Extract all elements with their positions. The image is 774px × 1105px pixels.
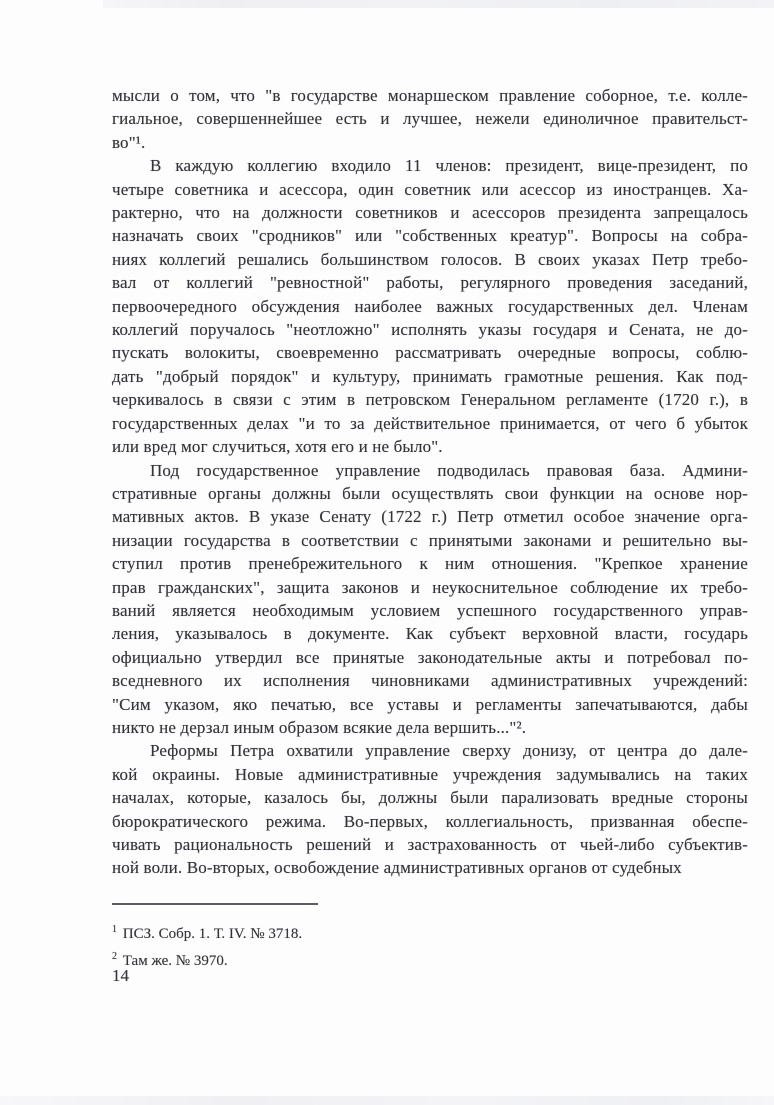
text-line: прав гражданских", защита законов и неукоснительное соблюдение их требо- — [112, 577, 748, 597]
text-line: вседневного их исполнения чиновниками административных учреждений: — [112, 671, 748, 691]
footnotes — [112, 919, 672, 972]
text-line: кой окраины. Новые административные учреждения задумывались на таких — [112, 764, 748, 784]
text-line: гиальное, совершеннейшее есть и лучшее, нежели единоличное правительст- — [112, 109, 748, 129]
text-line: дать "добрый порядок" и культуру, принимать грамотные решения. Как под- — [112, 366, 748, 386]
text-line: чивать рациональность решений и застрахованность от чьей-либо субъектив- — [112, 835, 748, 854]
text-line: ступил против пренебрежительного к ним отношения. "Крепкое хранение — [112, 554, 748, 574]
paragraph-1 — [112, 84, 748, 154]
text-line: В каждую коллегию входило 11 членов: президент, вице-президент, по — [150, 156, 748, 176]
footnote-text: ПСЗ. Собр. 1. Т. IV. № 3718. — [119, 926, 303, 942]
text-line: назначать своих "сродников" или "собственных креатур". Вопросы на собра- — [112, 226, 748, 246]
text-line: ниях коллегий решались большинством голосов. В своих указах Петр требо- — [112, 249, 748, 269]
text-line: вал от коллегий "ревностной" работы, регулярного проведения заседаний, — [112, 273, 748, 293]
text-line: или вред мог случиться, хотя его и не было". — [112, 437, 443, 457]
text-line: бюрократического режима. Во-первых, коллегиальность, призванная обеспе- — [112, 811, 748, 831]
text-line: первоочередного обсуждения наиболее важных государственных дел. Членам — [112, 296, 748, 316]
text-line: Под государственное управление подводилась правовая база. Админи- — [150, 460, 748, 480]
text-block — [112, 84, 748, 880]
text-line: четыре советника и асессора, один советник или асессор из иностранцев. Ха- — [112, 179, 748, 199]
paragraph-4 — [112, 739, 748, 879]
footnote — [112, 946, 672, 973]
text-line: рактерно, что на должности советников и асессоров президента запрещалось — [112, 203, 748, 223]
footnote-separator-rule — [112, 903, 318, 905]
text-line: началах, которые, казалось бы, должны были парализовать вредные стороны — [112, 788, 748, 808]
text-line: коллегий поручалось "неотложно" исполнять указы государя и Сената, не до- — [112, 320, 748, 340]
text-line: низации государства в соответствии с принятыми законами и решительно вы- — [112, 530, 748, 550]
scan-edge-bottom — [0, 1096, 774, 1105]
paragraph-2 — [112, 154, 748, 458]
text-line: "Сим указом, яко печатью, все уставы и регламенты запечатываются, дабы — [112, 694, 748, 714]
scan-edge-top — [103, 0, 774, 8]
text-line: ваний является необходимым условием успешного государственного управ- — [112, 600, 748, 620]
text-line: Реформы Петра охватили управление сверху донизу, от центра до дале- — [150, 741, 748, 761]
text-line: государственных делах "и то за действительное принимается, от чего б убыток — [112, 413, 748, 433]
text-line: стративные органы должны были осуществлять свои функции на основе нор- — [112, 483, 748, 503]
page-number: 14 — [112, 966, 129, 985]
text-line: никто не дерзал иным образом всякие дела вершить..."². — [112, 717, 527, 737]
footnote — [112, 919, 672, 946]
text-line: официально утвердил все принятые законодательные акты и потребовал по- — [112, 647, 748, 667]
text-line: мативных актов. В указе Сенату (1722 г.) Петр отметил особое значение орга- — [112, 507, 748, 527]
text-line: ной воли. Во-вторых, освобождение административных органов от судебных — [112, 858, 682, 878]
text-line: во"¹. — [112, 132, 146, 152]
footnote-marker: 1 — [112, 924, 117, 935]
text-line: пускать волокиты, своевременно рассматривать очередные вопросы, соблю- — [112, 343, 748, 363]
footnote-text: Там же. № 3970. — [119, 952, 228, 969]
footnote-marker: 2 — [112, 950, 117, 962]
text-line: ления, указывалось в документе. Как субъект верховной власти, государь — [112, 624, 748, 644]
text-line: мысли о том, что "в государстве монаршеском правление соборное, т.е. колле- — [112, 86, 748, 105]
paragraph-3 — [112, 459, 748, 740]
text-line: черкивалось в связи с этим в петровском Генеральном регламенте (1720 г.), в — [112, 390, 748, 410]
